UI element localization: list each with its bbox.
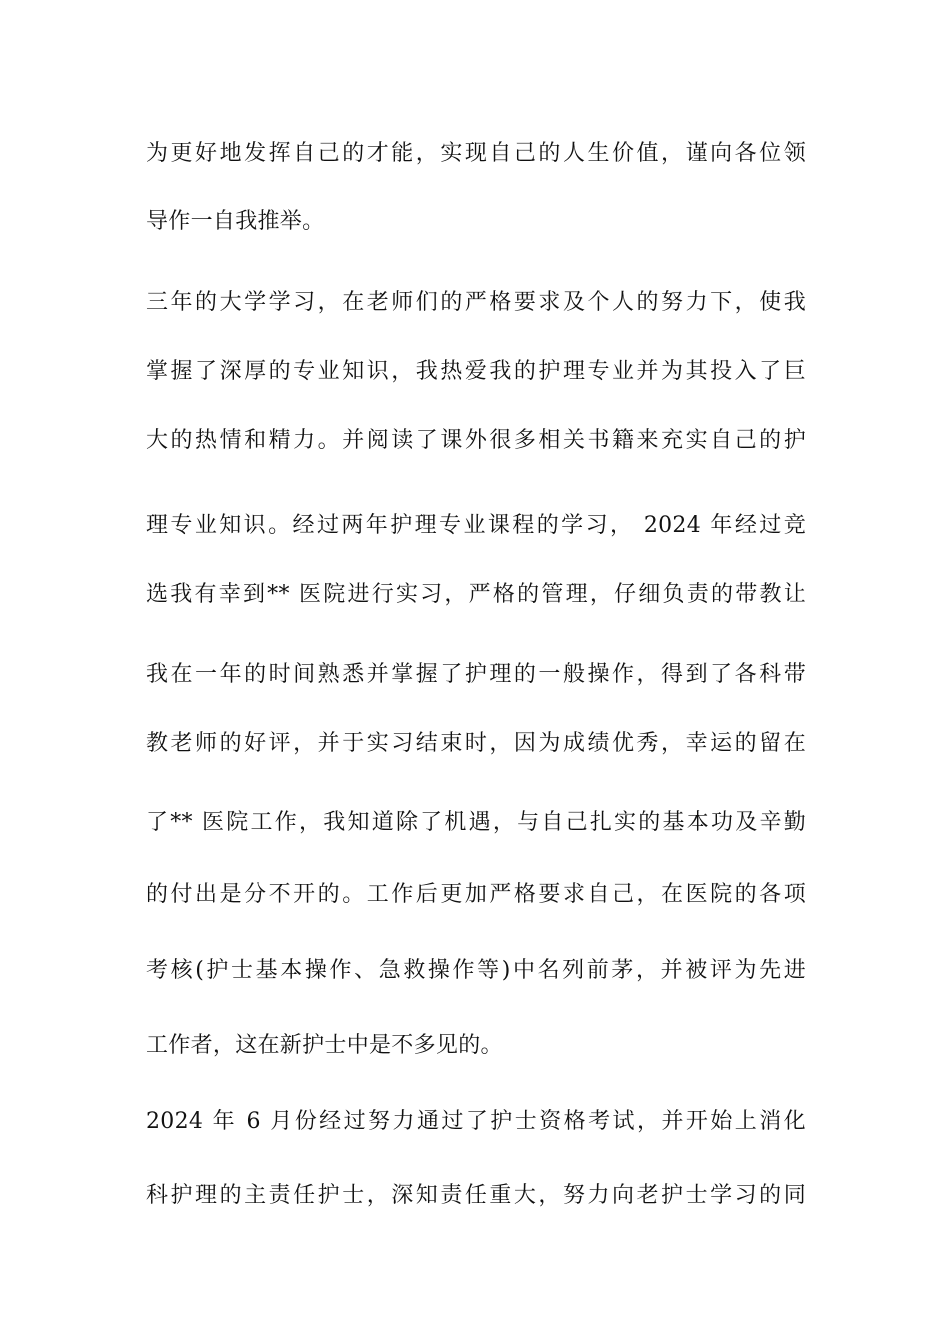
text-line: 我在一年的时间熟悉并掌握了护理的一般操作，得到了各科带 [146,662,806,687]
text-line: 了** 医院工作，我知道除了机遇，与自己扎实的基本功及辛勤 [146,810,806,835]
text-line: 选我有幸到** 医院进行实习，严格的管理，仔细负责的带教让 [146,582,806,607]
text-line: 的付出是分不开的。工作后更加严格要求自己，在医院的各项 [146,882,806,907]
text-line: 2024 年 6 月份经过努力通过了护士资格考试，并开始上消化 [146,1109,806,1134]
text-line: 工作者，这在新护士中是不多见的。 [146,1033,503,1058]
text-line: 导作一自我推举。 [146,209,325,234]
text-line: 考核(护士基本操作、急救操作等)中名列前茅，并被评为先进 [146,958,806,983]
text-line: 科护理的主责任护士，深知责任重大，努力向老护士学习的同 [146,1183,806,1208]
text-line: 理专业知识。经过两年护理专业课程的学习， 2024 年经过竞 [146,513,806,538]
text-line: 教老师的好评，并于实习结束时，因为成绩优秀，幸运的留在 [146,731,806,756]
text-line: 为更好地发挥自己的才能，实现自己的人生价值，谨向各位领 [146,141,806,166]
text-line: 三年的大学学习，在老师们的严格要求及个人的努力下，使我 [146,290,806,315]
text-line: 大的热情和精力。并阅读了课外很多相关书籍来充实自己的护 [146,428,806,453]
text-line: 掌握了深厚的专业知识，我热爱我的护理专业并为其投入了巨 [146,359,806,384]
